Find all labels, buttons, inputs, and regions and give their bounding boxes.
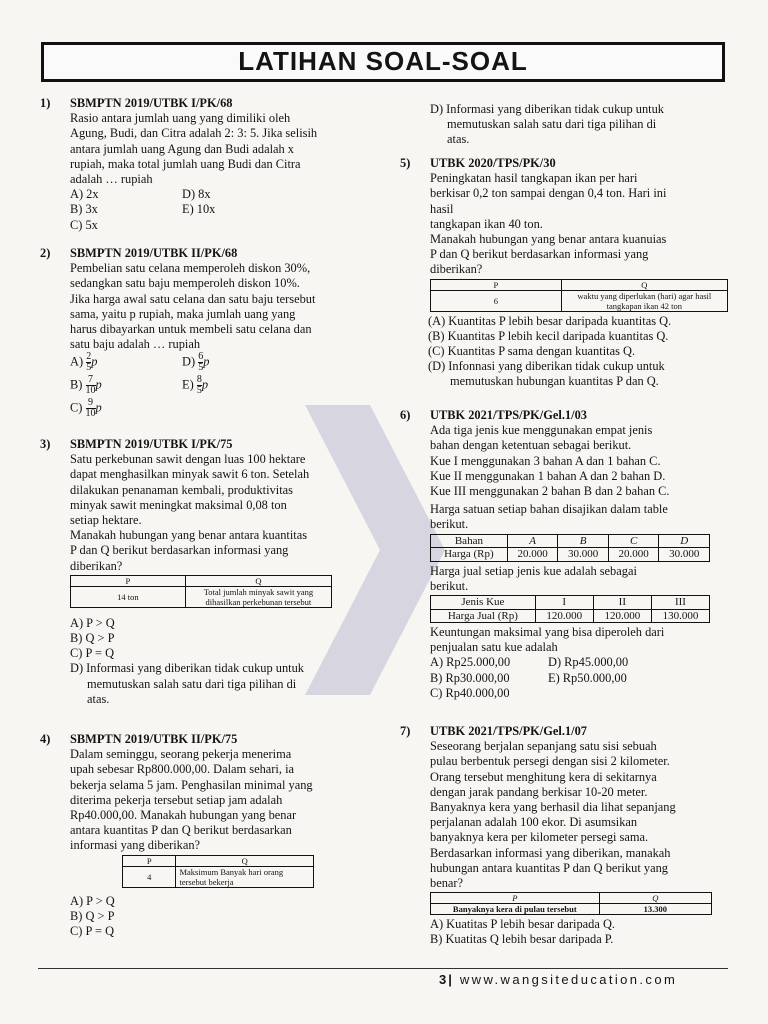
answer-options	[70, 616, 380, 707]
question-source: UTBK 2021/TPS/PK/Gel.1/03	[430, 408, 587, 422]
table-header: C	[608, 534, 659, 548]
variable: p	[201, 377, 209, 392]
denominator: 5	[86, 362, 92, 374]
option[interactable]: D) Informasi yang diberikan tidak cukup untuk memutuskan salah satu dari tiga pilihan di atas.	[70, 661, 304, 706]
answer-options	[430, 655, 730, 701]
table-cell: 120.000	[535, 609, 593, 623]
option-label: C)	[70, 400, 83, 415]
table-header: Jenis Kue	[431, 596, 536, 610]
numerator: 2	[86, 351, 92, 363]
question-text: Pembelian satu celana memperoleh diskon 30%, sedangkan satu baju memperoleh diskon 10%. Jika harga awal satu celana dan satu baju tersebut sama, yaitu p rupiah, maka jumlah uang yang harus dibayarkan untuk membeli satu celana dan satu baju adalah … rupiah	[70, 261, 316, 352]
question-number: 6)	[400, 408, 411, 422]
question-source: SBMPTN 2019/UTBK I/PK/75	[70, 437, 233, 451]
table-header: P	[71, 575, 186, 586]
denominator: 10	[85, 385, 96, 397]
option[interactable]: D) 8x	[182, 187, 211, 202]
question-source: SBMPTN 2019/UTBK II/PK/68	[70, 246, 238, 260]
table-cell: 120.000	[593, 609, 651, 623]
question-text: Ada tiga jenis kue menggunakan empat jenis bahan dengan ketentuan sebagai berikut. Kue I menggunakan 3 bahan A dan 1 bahan C. Kue II menggunakan 1 bahan A dan 2 bahan D. Kue III menggunakan 2 bahan B dan 2 bahan C.	[430, 423, 670, 499]
pq-table	[430, 279, 728, 312]
table-cell: 30.000	[558, 548, 609, 562]
numerator: 7	[86, 375, 96, 386]
question-number: 5)	[400, 156, 411, 170]
fraction	[86, 375, 96, 396]
table-cell: 6	[431, 290, 562, 311]
option[interactable]	[70, 398, 182, 419]
table-header: Q	[561, 279, 727, 290]
footer-rule	[38, 968, 728, 969]
option[interactable]: A) P > Q	[70, 615, 115, 630]
table-cell: 14 ton	[71, 586, 186, 607]
option[interactable]: C) P = Q	[70, 924, 115, 939]
ingredient-price-table	[430, 534, 710, 562]
option-label: D)	[182, 354, 196, 369]
answer-options	[70, 187, 380, 233]
pq-table	[430, 892, 712, 915]
question-text: Keuntungan maksimal yang bisa diperoleh dari penjualan satu kue adalah	[430, 625, 665, 655]
option[interactable]: E) Rp50.000,00	[548, 670, 627, 685]
table-header: D	[659, 534, 710, 548]
option[interactable]	[182, 352, 322, 373]
question-4	[40, 732, 380, 939]
option-label: E)	[182, 377, 194, 392]
option[interactable]	[182, 375, 322, 396]
page-title: LATIHAN SOAL-SOAL	[238, 46, 528, 77]
question-text: Peningkatan hasil tangkapan ikan per hari berkisar 0,2 ton sampai dengan 0,4 ton. Hari ini hasil tangkapan ikan 40 ton. Manakah hubungan yang benar antara kuanuias P dan Q berikut berdasarkan informasi yang diberikan?	[430, 171, 667, 277]
table-cell: Harga (Rp)	[431, 548, 508, 562]
option[interactable]: D) Rp45.000,00	[548, 655, 629, 670]
table-header: P	[431, 893, 600, 904]
table-cell: Banyaknya kera di pulau tersebut	[431, 904, 600, 915]
question-text: Seseorang berjalan sepanjang satu sisi sebuah pulau berbentuk persegi dengan sisi 2 kilometer. Orang tersebut menghitung kera di sekitarnya dengan jarak pandang berkisar 10-20 meter. Banyaknya kera yang berhasil dia lihat sepanjang perjalanan adalah 100 ekor. Di asumsikan banyaknya kera per kilometer persegi sama. Berdasarkan informasi yang diberikan, manakah hubungan antara kuantitas P dan Q berikut yang benar?	[430, 739, 676, 891]
question-text: Dalam seminggu, seorang pekerja menerima upah sebesar Rp800.000,00. Dalam sehari, ia bekerja selama 5 jam. Penghasilan minimal yang diterima pekerja tersebut setiap jam adalah Rp40.000,00. Manakah hubungan yang benar antara kuantitas P dan Q berikut berdasarkan informasi yang diberikan?	[70, 747, 313, 853]
option[interactable]: A) Rp25.000,00	[430, 655, 511, 670]
question-3	[40, 437, 380, 707]
denominator: 10	[85, 408, 96, 420]
variable: p	[95, 400, 102, 415]
table-cell: 20.000	[608, 548, 659, 562]
table-header: I	[535, 596, 593, 610]
option[interactable]: A) Kuatitas P lebih besar daripada Q.	[430, 917, 616, 932]
question-source: UTBK 2020/TPS/PK/30	[430, 156, 556, 170]
table-header: B	[558, 534, 609, 548]
footer	[439, 972, 677, 987]
option[interactable]: B) Rp30.000,00	[430, 670, 510, 685]
question-number: 2)	[40, 246, 51, 260]
question-4-continued	[430, 102, 730, 148]
table-cell: 30.000	[659, 548, 710, 562]
variable: p	[95, 377, 102, 392]
table-header: A	[507, 534, 558, 548]
table-cell: Harga Jual (Rp)	[431, 609, 536, 623]
option[interactable]	[70, 352, 182, 373]
table-header: P	[431, 279, 562, 290]
question-number: 7)	[400, 724, 411, 738]
table-cell: 4	[123, 866, 176, 887]
option[interactable]: (B) Kuantitas P lebih kecil daripada kuantitas Q.	[428, 328, 669, 343]
variable: p	[91, 354, 98, 369]
question-7	[400, 724, 730, 948]
question-2	[40, 246, 380, 419]
table-header: Q	[176, 855, 314, 866]
option[interactable]: D) Informasi yang diberikan tidak cukup untuk memutuskan salah satu dari tiga pilihan di atas.	[430, 102, 664, 147]
question-source: UTBK 2021/TPS/PK/Gel.1/07	[430, 724, 587, 738]
option[interactable]: C) P = Q	[70, 646, 115, 661]
question-source: SBMPTN 2019/UTBK II/PK/75	[70, 732, 238, 746]
answer-options	[428, 314, 730, 390]
question-6	[400, 408, 730, 701]
question-number: 1)	[40, 96, 51, 110]
option[interactable]: B) 3x	[70, 202, 98, 217]
question-1	[40, 96, 380, 233]
denominator: 5	[196, 385, 202, 397]
title-box	[41, 42, 725, 82]
option[interactable]	[70, 375, 182, 396]
table-header: II	[593, 596, 651, 610]
answer-options	[430, 917, 730, 947]
option[interactable]: B) Q > P	[70, 908, 115, 923]
option[interactable]: A) 2x	[70, 187, 99, 202]
option[interactable]: (D) Infonnasi yang diberikan tidak cukup untuk memutuskan hubungan kuantitas P dan Q.	[428, 359, 665, 389]
table-header: Q	[599, 893, 711, 904]
option[interactable]: B) Kuatitas Q lebih besar daripada P.	[430, 932, 614, 947]
option[interactable]: (C) Kuantitas P sama dengan kuantitas Q.	[428, 344, 636, 359]
table-cell: 13.300	[599, 904, 711, 915]
option[interactable]: C) Rp40.000,00	[430, 685, 510, 700]
table-cell: waktu yang diperlukan (hari) agar hasil tangkapan ikan 42 ton	[561, 290, 727, 311]
selling-price-table	[430, 595, 710, 623]
numerator: 6	[198, 351, 204, 363]
denominator: 5	[198, 362, 204, 374]
option-label: A)	[70, 354, 84, 369]
variable: p	[203, 354, 210, 369]
table-header: III	[651, 596, 709, 610]
table-header: Q	[185, 575, 331, 586]
table-header: P	[123, 855, 176, 866]
table-cell: Maksimum Banyak hari orang tersebut bekerja	[176, 866, 314, 887]
option-label: B)	[70, 377, 83, 392]
question-text: Satu perkebunan sawit dengan luas 100 hektare dapat menghasilkan minyak sawit 6 ton. Setelah dilakukan penanaman kembali, produktivitas minyak sawit meningkat maksimal 0,08 ton setiap hektare. Manakah hubungan yang benar antara kuantitas P dan Q berikut berdasarkan informasi yang diberikan?	[70, 452, 310, 573]
answer-options	[70, 352, 380, 419]
question-number: 4)	[40, 732, 51, 746]
question-text: Harga jual setiap jenis kue adalah sebagai berikut.	[430, 563, 637, 593]
table-cell: 20.000	[507, 548, 558, 562]
numerator: 8	[196, 374, 202, 386]
question-number: 3)	[40, 437, 51, 451]
numerator: 9	[86, 398, 96, 409]
fraction	[86, 398, 96, 419]
question-source: SBMPTN 2019/UTBK I/PK/68	[70, 96, 233, 110]
table-cell: 130.000	[651, 609, 709, 623]
question-text: Harga satuan setiap bahan disajikan dalam table berikut.	[430, 502, 668, 532]
pq-table	[122, 855, 314, 888]
table-header: Bahan	[431, 534, 508, 548]
option[interactable]: E) 10x	[182, 202, 216, 217]
question-text: Rasio antara jumlah uang yang dimiliki oleh Agung, Budi, dan Citra adalah 2: 3: 5. Jika selisih antara jumlah uang Agung dan Budi adalah x rupiah, maka total jumlah uang Budi dan Citra adalah … rupiah	[70, 111, 318, 187]
option[interactable]: C) 5x	[70, 217, 98, 232]
website-link[interactable]: www.wangsiteducation.com	[459, 972, 678, 987]
option[interactable]: A) P > Q	[70, 893, 115, 908]
answer-options	[70, 894, 380, 940]
page-number: 3	[439, 972, 447, 987]
table-cell: Total jumlah minyak sawit yang dihasilkan perkebunan tersebut	[185, 586, 331, 607]
question-5	[400, 156, 730, 390]
pq-table	[70, 575, 332, 608]
option[interactable]: (A) Kuantitas P lebih besar daripada kuantitas Q.	[428, 313, 672, 328]
option[interactable]: B) Q > P	[70, 631, 115, 646]
footer-separator: |	[448, 972, 452, 987]
